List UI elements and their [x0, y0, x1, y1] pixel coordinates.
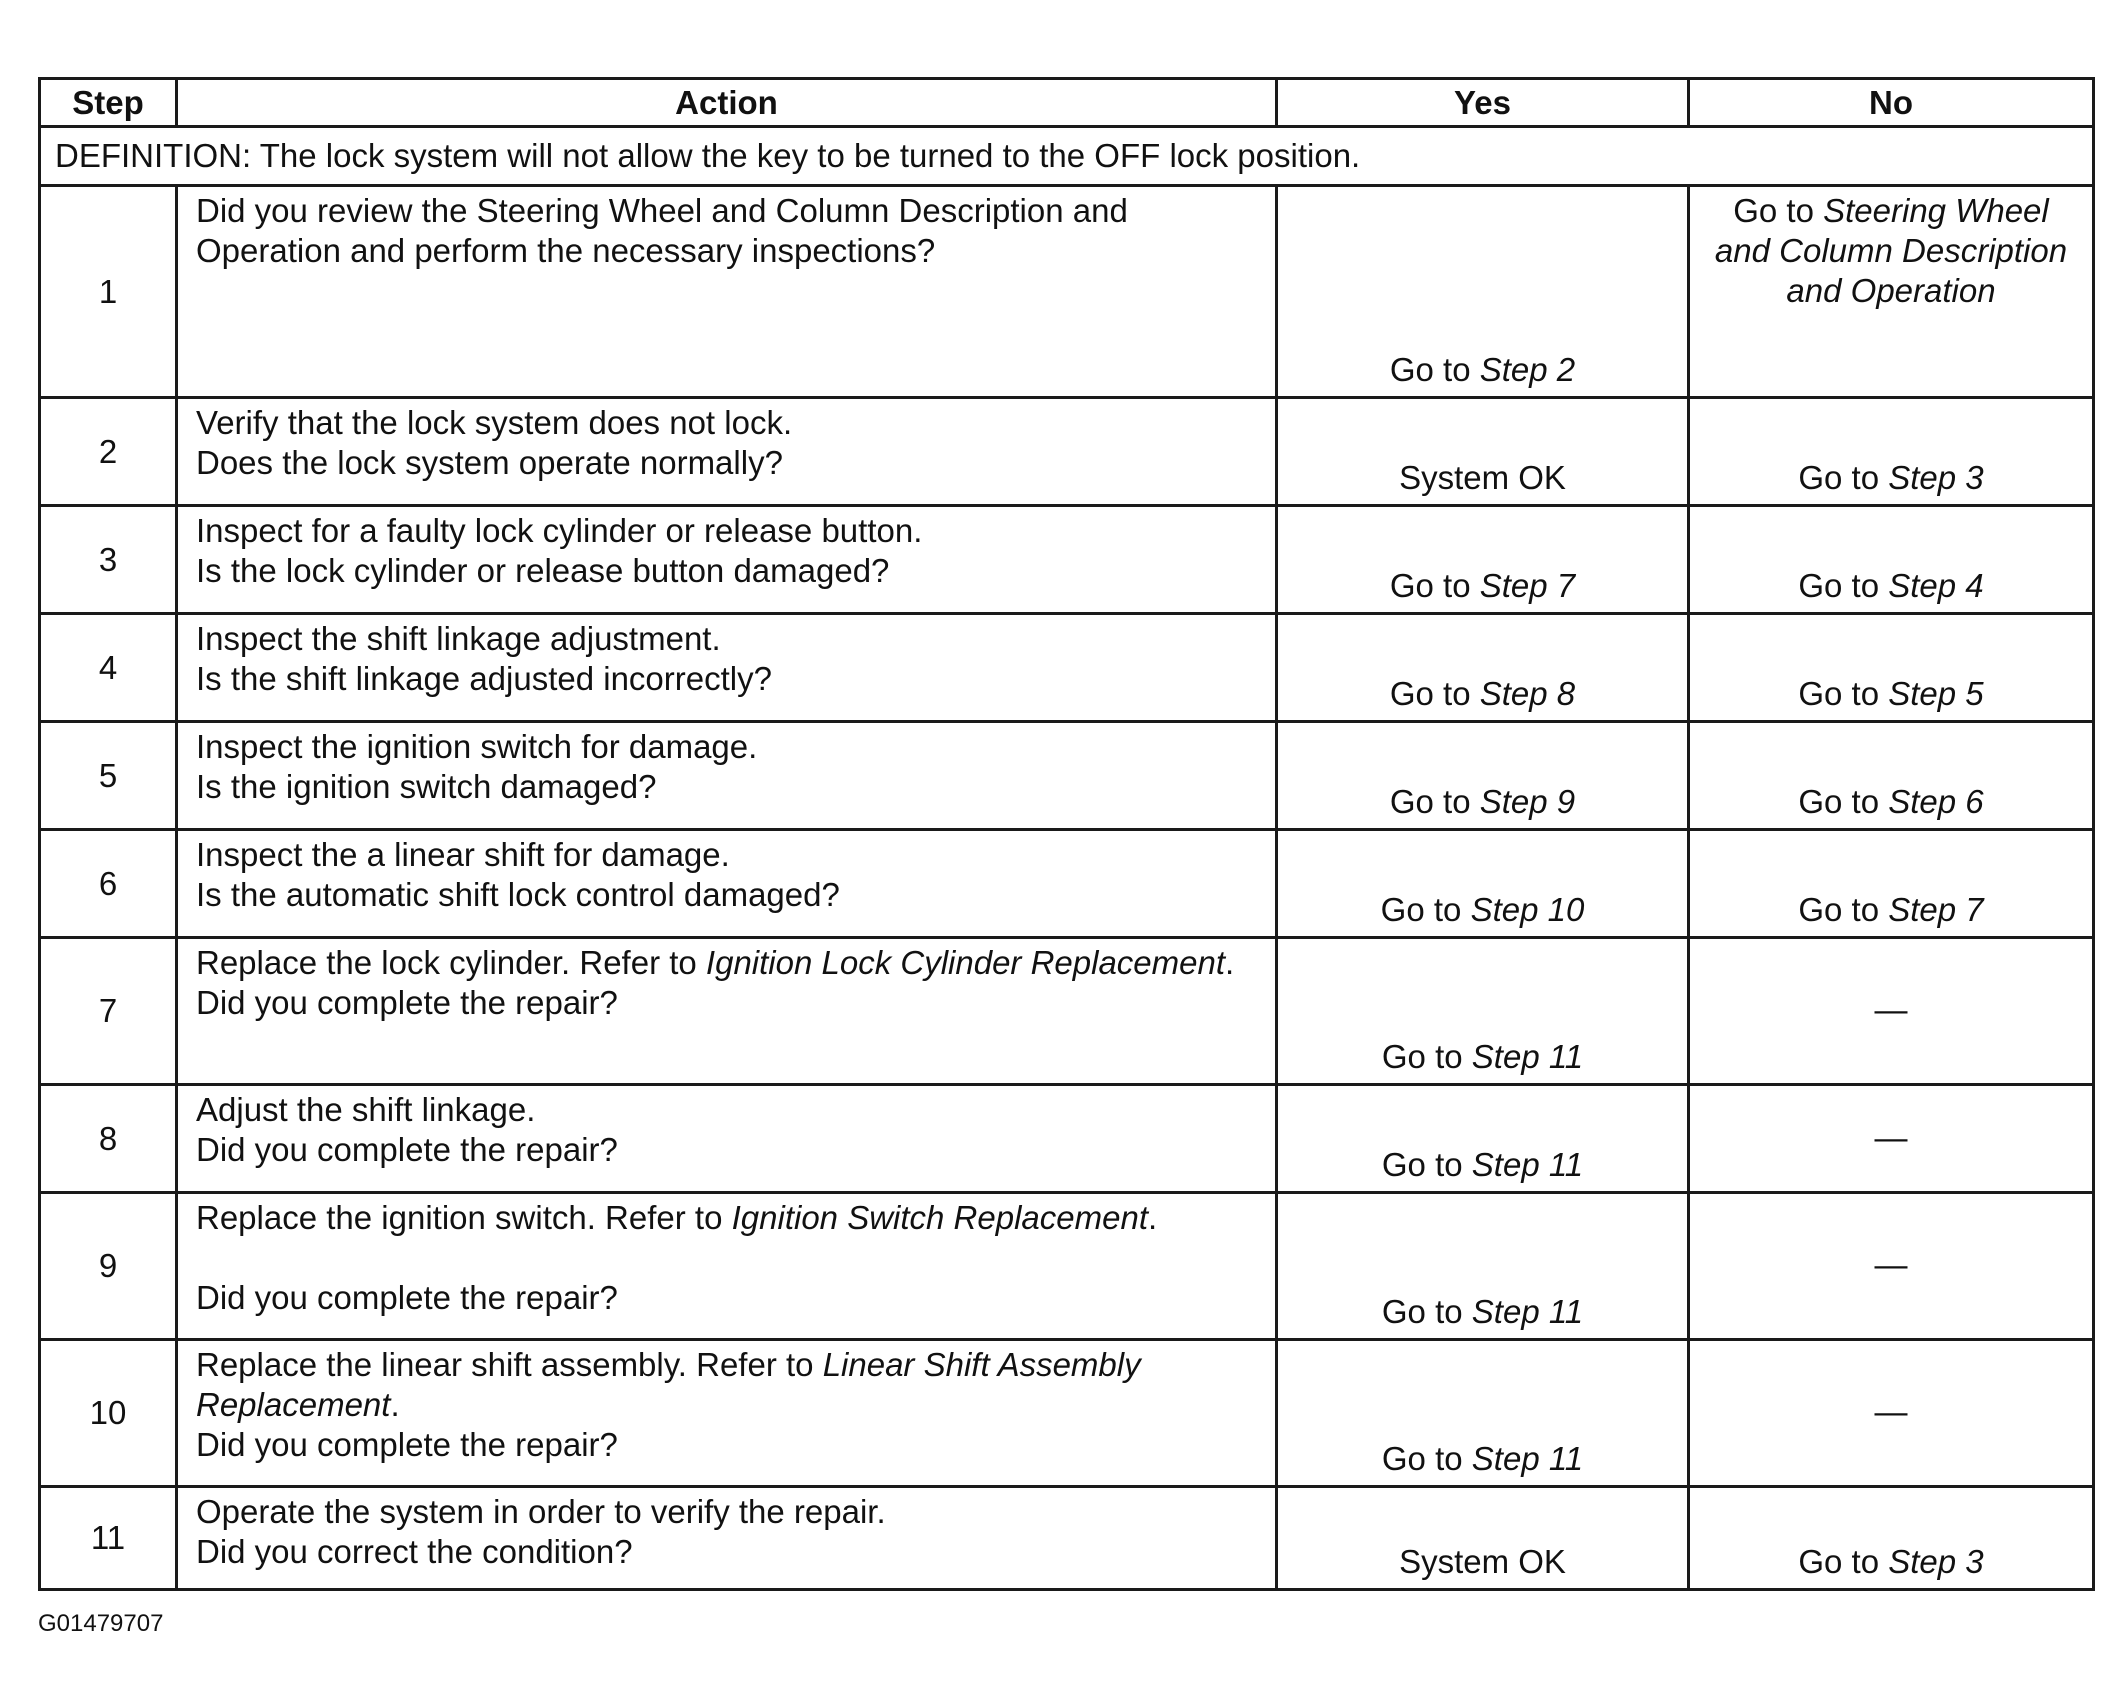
no-step-link[interactable]: Step 6: [1888, 783, 1984, 820]
no-cell: [1689, 186, 2094, 398]
action-cell: [177, 186, 1277, 398]
yes-cell: [1277, 938, 1689, 1085]
yes-step-link[interactable]: Step 7: [1479, 567, 1576, 604]
no-dash: —: [1874, 1246, 1908, 1283]
action-question: Did you complete the repair?: [196, 1131, 618, 1168]
action-suffix: .: [390, 1386, 400, 1423]
no-prefix: Go to: [1798, 1543, 1889, 1580]
no-cell: [1689, 506, 2094, 614]
action-prefix: Replace the linear shift assembly. Refer to: [196, 1346, 823, 1383]
yes-prefix: Go to: [1381, 1440, 1472, 1477]
header-yes: Yes: [1277, 79, 1689, 127]
no-cell: [1689, 1193, 2094, 1340]
action-question: Is the shift linkage adjusted incorrectly?: [196, 660, 772, 697]
yes-prefix: Go to: [1380, 891, 1471, 928]
step-number: 1: [40, 186, 177, 398]
yes-prefix: Go to: [1389, 783, 1480, 820]
spacer: [196, 1238, 1257, 1278]
action-cell: [177, 830, 1277, 938]
no-cell: [1689, 938, 2094, 1085]
no-cell: [1689, 614, 2094, 722]
yes-cell: [1277, 398, 1689, 506]
action-cell: [177, 506, 1277, 614]
no-cell: [1689, 1487, 2094, 1590]
no-cell: [1689, 1340, 2094, 1487]
yes-prefix: Go to: [1381, 1038, 1472, 1075]
table-row: [40, 398, 2094, 506]
yes-step-link[interactable]: Step 11: [1471, 1293, 1584, 1330]
action-question: Does the lock system operate normally?: [196, 444, 783, 481]
definition-text: DEFINITION: The lock system will not allow the key to be turned to the OFF lock position.: [40, 127, 2094, 186]
step-number: 7: [40, 938, 177, 1085]
no-step-link[interactable]: Step 4: [1888, 567, 1984, 604]
no-prefix: Go to: [1798, 675, 1889, 712]
step-number: 5: [40, 722, 177, 830]
action-cell: [177, 1193, 1277, 1340]
yes-step-link[interactable]: Step 9: [1479, 783, 1576, 820]
no-prefix: Go to: [1798, 567, 1889, 604]
yes-step-link[interactable]: Step 8: [1479, 675, 1576, 712]
action-instruction: Inspect for a faulty lock cylinder or release button.: [196, 512, 923, 549]
procedure-reference-link[interactable]: Linear Shift Assembly Replacement: [196, 1346, 1141, 1423]
step-number: 3: [40, 506, 177, 614]
yes-cell: [1277, 1340, 1689, 1487]
action-instruction: Inspect the a linear shift for damage.: [196, 836, 730, 873]
action-cell: [177, 398, 1277, 506]
action-question: Did you complete the repair?: [196, 1426, 618, 1463]
action-cell: [177, 722, 1277, 830]
action-instruction: [196, 943, 1257, 983]
table-row: [40, 1085, 2094, 1193]
no-prefix: Go to: [1798, 891, 1889, 928]
yes-cell: [1277, 1085, 1689, 1193]
action-instruction: [196, 1345, 1257, 1425]
action-text: Did you review the Steering Wheel and Column Description and Operation and perform the necessary inspections?: [196, 192, 1128, 269]
yes-cell: [1277, 1487, 1689, 1590]
diagnostic-table: [38, 77, 2095, 1591]
header-step: Step: [40, 79, 177, 127]
header-row: [40, 79, 2094, 127]
step-number: 4: [40, 614, 177, 722]
yes-prefix: Go to: [1389, 567, 1480, 604]
no-reference-link[interactable]: Steering Wheel and Column Description and Operation: [1714, 192, 2068, 309]
step-number: 8: [40, 1085, 177, 1193]
yes-cell: [1277, 830, 1689, 938]
action-question: Is the lock cylinder or release button damaged?: [196, 552, 890, 589]
table-row: [40, 1340, 2094, 1487]
action-instruction: Inspect the ignition switch for damage.: [196, 728, 758, 765]
step-number: 11: [40, 1487, 177, 1590]
header-action: Action: [177, 79, 1277, 127]
table-row: [40, 614, 2094, 722]
step-number: 9: [40, 1193, 177, 1340]
yes-cell: [1277, 614, 1689, 722]
action-instruction: Inspect the shift linkage adjustment.: [196, 620, 721, 657]
step-number: 10: [40, 1340, 177, 1487]
action-cell: [177, 1085, 1277, 1193]
action-question: Did you complete the repair?: [196, 984, 618, 1021]
figure-id-label: G01479707: [38, 1610, 164, 1637]
action-question: Did you correct the condition?: [196, 1533, 633, 1570]
action-cell: [177, 1487, 1277, 1590]
table-row: [40, 1487, 2094, 1590]
procedure-reference-link[interactable]: Ignition Lock Cylinder Replacement: [705, 944, 1226, 981]
action-instruction: Verify that the lock system does not lock.: [196, 404, 793, 441]
step-number: 6: [40, 830, 177, 938]
action-question: Is the automatic shift lock control damaged?: [196, 876, 840, 913]
yes-text: System OK: [1399, 459, 1566, 496]
action-question: Is the ignition switch damaged?: [196, 768, 657, 805]
no-cell: [1689, 398, 2094, 506]
table-row: [40, 722, 2094, 830]
yes-step-link[interactable]: Step 11: [1471, 1038, 1584, 1075]
no-step-link[interactable]: Step 3: [1888, 459, 1984, 496]
header-no: No: [1689, 79, 2094, 127]
no-prefix: Go to: [1733, 192, 1824, 229]
no-prefix: Go to: [1798, 783, 1889, 820]
action-instruction: Adjust the shift linkage.: [196, 1091, 536, 1128]
no-step-link[interactable]: Step 7: [1888, 891, 1984, 928]
action-prefix: Replace the lock cylinder. Refer to: [196, 944, 706, 981]
yes-text: System OK: [1399, 1543, 1566, 1580]
yes-prefix: Go to: [1389, 675, 1480, 712]
action-question: Did you complete the repair?: [196, 1279, 618, 1316]
no-dash: —: [1874, 991, 1908, 1028]
no-dash: —: [1874, 1118, 1908, 1156]
no-prefix: Go to: [1798, 459, 1889, 496]
action-cell: [177, 938, 1277, 1085]
step-number: 2: [40, 398, 177, 506]
yes-step-link[interactable]: Step 11: [1471, 1146, 1584, 1183]
table-row: [40, 938, 2094, 1085]
no-dash: —: [1874, 1393, 1908, 1430]
yes-prefix: Go to: [1389, 351, 1480, 388]
yes-step-link[interactable]: Step 11: [1471, 1440, 1584, 1477]
no-cell: [1689, 1085, 2094, 1193]
yes-step-link[interactable]: Step 2: [1479, 351, 1576, 388]
no-step-link[interactable]: Step 3: [1888, 1543, 1984, 1580]
table-row: [40, 186, 2094, 398]
action-instruction: Operate the system in order to verify the repair.: [196, 1493, 886, 1530]
no-cell: [1689, 830, 2094, 938]
action-prefix: Replace the ignition switch. Refer to: [196, 1199, 732, 1236]
action-cell: [177, 614, 1277, 722]
table-row: [40, 1193, 2094, 1340]
action-instruction: [196, 1198, 1257, 1238]
yes-cell: [1277, 506, 1689, 614]
yes-step-link[interactable]: Step 10: [1470, 891, 1585, 928]
yes-cell: [1277, 722, 1689, 830]
table-row: [40, 830, 2094, 938]
yes-cell: [1277, 186, 1689, 398]
table-row: [40, 506, 2094, 614]
action-cell: [177, 1340, 1277, 1487]
procedure-reference-link[interactable]: Ignition Switch Replacement: [731, 1199, 1148, 1236]
action-suffix: .: [1148, 1199, 1158, 1236]
yes-prefix: Go to: [1381, 1146, 1472, 1183]
definition-row: [40, 127, 2094, 186]
no-cell: [1689, 722, 2094, 830]
yes-prefix: Go to: [1381, 1293, 1472, 1330]
action-suffix: .: [1225, 944, 1235, 981]
no-step-link[interactable]: Step 5: [1888, 675, 1984, 712]
yes-cell: [1277, 1193, 1689, 1340]
